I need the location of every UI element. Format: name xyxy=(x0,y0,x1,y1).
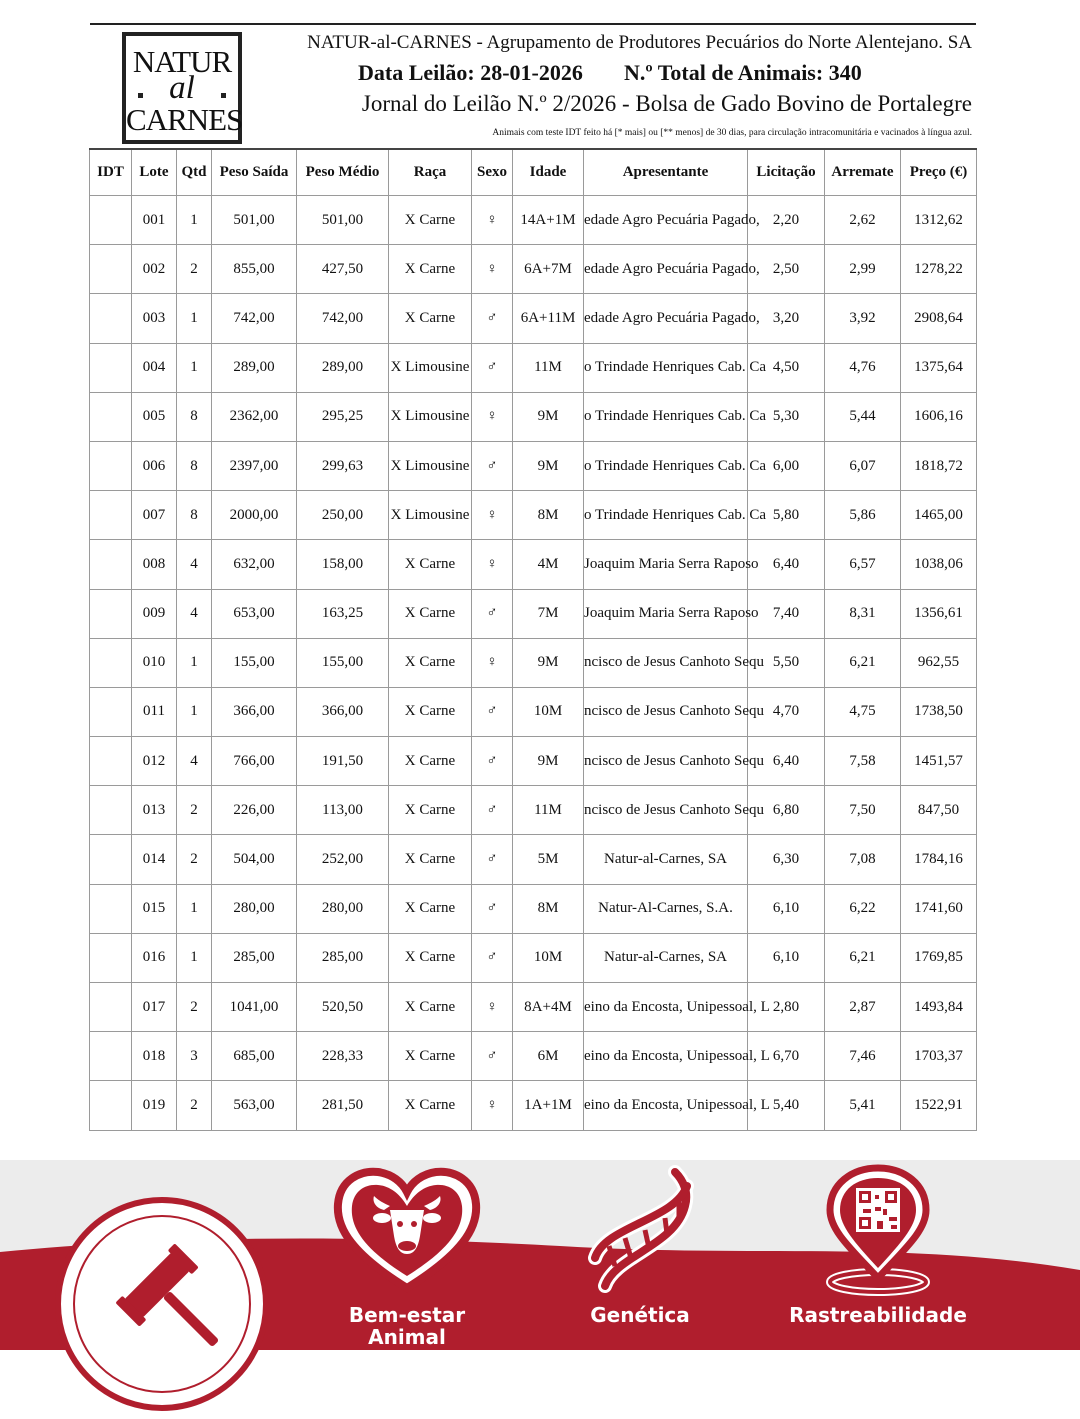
table-row xyxy=(90,737,977,786)
lote-cell: 005 xyxy=(132,392,177,441)
logo-word-al: al xyxy=(169,70,195,106)
qtd-cell: 1 xyxy=(177,933,212,982)
lote-cell: 001 xyxy=(132,196,177,245)
raca-cell: X Carne xyxy=(389,786,472,835)
table-row xyxy=(90,441,977,490)
idade-cell: 6M xyxy=(513,1032,584,1081)
lote-cell: 010 xyxy=(132,638,177,687)
feature-traceability-label: Rastreabilidade xyxy=(789,1303,967,1327)
preco-cell: 1703,37 xyxy=(901,1032,977,1081)
logo-word-natur: NATUR xyxy=(132,44,232,79)
feature-welfare-label-line1: Bem-estar xyxy=(348,1303,466,1327)
peso-medio-cell: 191,50 xyxy=(297,737,389,786)
peso-saida-cell: 563,00 xyxy=(212,1081,297,1130)
header-col-raca: Raça xyxy=(389,149,472,196)
qtd-cell: 3 xyxy=(177,1032,212,1081)
idade-cell: 9M xyxy=(513,392,584,441)
arremate-cell: 2,87 xyxy=(825,983,901,1032)
lote-cell: 006 xyxy=(132,441,177,490)
idade-cell: 8M xyxy=(513,884,584,933)
total-animals: N.º Total de Animais: 340 xyxy=(624,60,862,85)
table-row xyxy=(90,392,977,441)
arremate-cell: 4,76 xyxy=(825,343,901,392)
preco-cell: 1741,60 xyxy=(901,884,977,933)
licitacao-cell: 5,30 xyxy=(748,392,825,441)
cow-heart-icon xyxy=(332,1166,482,1296)
header-col-lote: Lote xyxy=(132,149,177,196)
qtd-cell: 4 xyxy=(177,737,212,786)
peso-saida-cell: 766,00 xyxy=(212,737,297,786)
arremate-cell: 8,31 xyxy=(825,589,901,638)
raca-cell: X Carne xyxy=(389,245,472,294)
raca-cell: X Limousine xyxy=(389,392,472,441)
peso-medio-cell: 158,00 xyxy=(297,540,389,589)
licitacao-cell: 4,50 xyxy=(748,343,825,392)
header-col-idt: IDT xyxy=(90,149,132,196)
apresentante-cell: eino da Encosta, Unipessoal, L xyxy=(584,1081,748,1130)
header-col-peso-medio: Peso Médio xyxy=(297,149,389,196)
qtd-cell: 1 xyxy=(177,638,212,687)
apresentante-cell: Natur-al-Carnes, SA xyxy=(584,835,748,884)
raca-cell: X Carne xyxy=(389,737,472,786)
raca-cell: X Carne xyxy=(389,687,472,736)
idt-cell xyxy=(90,441,132,490)
idt-cell xyxy=(90,196,132,245)
apresentante-cell: eino da Encosta, Unipessoal, L xyxy=(584,1032,748,1081)
qtd-cell: 1 xyxy=(177,196,212,245)
table-row xyxy=(90,491,977,540)
licitacao-cell: 5,50 xyxy=(748,638,825,687)
peso-medio-cell: 366,00 xyxy=(297,687,389,736)
apresentante-cell: eino da Encosta, Unipessoal, L xyxy=(584,983,748,1032)
idade-cell: 9M xyxy=(513,737,584,786)
sexo-cell: ♂ xyxy=(472,343,513,392)
apresentante-cell: edade Agro Pecuária Pagado, xyxy=(584,294,748,343)
idt-cell xyxy=(90,983,132,1032)
idt-cell xyxy=(90,540,132,589)
header-col-preco: Preço (€) xyxy=(901,149,977,196)
auction-date: Data Leilão: 28-01-2026 xyxy=(358,60,583,85)
sexo-cell: ♂ xyxy=(472,1032,513,1081)
lote-cell: 012 xyxy=(132,737,177,786)
table-row xyxy=(90,196,977,245)
sexo-cell: ♀ xyxy=(472,392,513,441)
feature-genetics xyxy=(575,1166,715,1296)
table-row xyxy=(90,687,977,736)
sexo-cell: ♀ xyxy=(472,245,513,294)
peso-saida-cell: 280,00 xyxy=(212,884,297,933)
lote-cell: 014 xyxy=(132,835,177,884)
header-col-sexo: Sexo xyxy=(472,149,513,196)
qtd-cell: 2 xyxy=(177,1081,212,1130)
idade-cell: 8A+4M xyxy=(513,983,584,1032)
header-rule xyxy=(90,23,976,25)
sexo-cell: ♂ xyxy=(472,884,513,933)
licitacao-cell: 2,80 xyxy=(748,983,825,1032)
apresentante-cell: o Trindade Henriques Cab. Ca xyxy=(584,392,748,441)
idt-cell xyxy=(90,491,132,540)
peso-medio-cell: 113,00 xyxy=(297,786,389,835)
raca-cell: X Carne xyxy=(389,884,472,933)
peso-saida-cell: 632,00 xyxy=(212,540,297,589)
sexo-cell: ♂ xyxy=(472,737,513,786)
organization-name: NATUR-al-CARNES - Agrupamento de Produtores Pecuários do Norte Alentejano. SA xyxy=(307,32,972,53)
arremate-cell: 6,21 xyxy=(825,933,901,982)
sexo-cell: ♂ xyxy=(472,589,513,638)
raca-cell: X Carne xyxy=(389,589,472,638)
peso-medio-cell: 281,50 xyxy=(297,1081,389,1130)
peso-medio-cell: 250,00 xyxy=(297,491,389,540)
sexo-cell: ♂ xyxy=(472,786,513,835)
sexo-cell: ♂ xyxy=(472,294,513,343)
raca-cell: X Limousine xyxy=(389,441,472,490)
peso-saida-cell: 742,00 xyxy=(212,294,297,343)
qtd-cell: 8 xyxy=(177,441,212,490)
licitacao-cell: 2,20 xyxy=(748,196,825,245)
table-row xyxy=(90,589,977,638)
idade-cell: 9M xyxy=(513,638,584,687)
auction-table xyxy=(89,148,977,1131)
table-row xyxy=(90,245,977,294)
apresentante-cell: Joaquim Maria Serra Raposo xyxy=(584,589,748,638)
peso-medio-cell: 299,63 xyxy=(297,441,389,490)
idade-cell: 7M xyxy=(513,589,584,638)
peso-medio-cell: 252,00 xyxy=(297,835,389,884)
idade-cell: 11M xyxy=(513,343,584,392)
table-body xyxy=(90,196,977,1131)
arremate-cell: 2,99 xyxy=(825,245,901,294)
table-row xyxy=(90,884,977,933)
preco-cell: 847,50 xyxy=(901,786,977,835)
peso-saida-cell: 285,00 xyxy=(212,933,297,982)
sexo-cell: ♂ xyxy=(472,933,513,982)
idt-cell xyxy=(90,589,132,638)
raca-cell: X Carne xyxy=(389,638,472,687)
qtd-cell: 2 xyxy=(177,786,212,835)
preco-cell: 2908,64 xyxy=(901,294,977,343)
idt-cell xyxy=(90,343,132,392)
raca-cell: X Limousine xyxy=(389,343,472,392)
header-col-peso-saida: Peso Saída xyxy=(212,149,297,196)
qr-location-pin-icon xyxy=(820,1164,936,1296)
raca-cell: X Limousine xyxy=(389,491,472,540)
header-col-apresentante: Apresentante xyxy=(584,149,748,196)
qtd-cell: 2 xyxy=(177,983,212,1032)
arremate-cell: 6,57 xyxy=(825,540,901,589)
apresentante-cell: edade Agro Pecuária Pagado, xyxy=(584,245,748,294)
apresentante-cell: o Trindade Henriques Cab. Ca xyxy=(584,491,748,540)
feature-welfare xyxy=(332,1166,482,1296)
qtd-cell: 1 xyxy=(177,884,212,933)
idt-cell xyxy=(90,835,132,884)
licitacao-cell: 6,40 xyxy=(748,737,825,786)
journal-title: Jornal do Leilão N.º 2/2026 - Bolsa de Gado Bovino de Portalegre xyxy=(361,91,972,116)
licitacao-cell: 4,70 xyxy=(748,687,825,736)
arremate-cell: 7,46 xyxy=(825,1032,901,1081)
arremate-cell: 7,50 xyxy=(825,786,901,835)
preco-cell: 1375,64 xyxy=(901,343,977,392)
peso-medio-cell: 155,00 xyxy=(297,638,389,687)
peso-medio-cell: 742,00 xyxy=(297,294,389,343)
arremate-cell: 6,07 xyxy=(825,441,901,490)
header-col-qtd: Qtd xyxy=(177,149,212,196)
lote-cell: 008 xyxy=(132,540,177,589)
raca-cell: X Carne xyxy=(389,835,472,884)
idade-cell: 6A+7M xyxy=(513,245,584,294)
sexo-cell: ♀ xyxy=(472,638,513,687)
feature-welfare-label-line2: Animal xyxy=(368,1325,446,1349)
lote-cell: 015 xyxy=(132,884,177,933)
qtd-cell: 4 xyxy=(177,540,212,589)
logo-dot-right xyxy=(221,93,226,98)
peso-saida-cell: 2000,00 xyxy=(212,491,297,540)
peso-medio-cell: 501,00 xyxy=(297,196,389,245)
preco-cell: 1738,50 xyxy=(901,687,977,736)
idt-cell xyxy=(90,392,132,441)
sexo-cell: ♀ xyxy=(472,1081,513,1130)
sexo-cell: ♀ xyxy=(472,983,513,1032)
preco-cell: 1278,22 xyxy=(901,245,977,294)
lote-cell: 013 xyxy=(132,786,177,835)
peso-medio-cell: 228,33 xyxy=(297,1032,389,1081)
peso-saida-cell: 501,00 xyxy=(212,196,297,245)
arremate-cell: 7,08 xyxy=(825,835,901,884)
idade-cell: 1A+1M xyxy=(513,1081,584,1130)
raca-cell: X Carne xyxy=(389,540,472,589)
lote-cell: 003 xyxy=(132,294,177,343)
preco-cell: 1522,91 xyxy=(901,1081,977,1130)
peso-saida-cell: 855,00 xyxy=(212,245,297,294)
lote-cell: 018 xyxy=(132,1032,177,1081)
feature-welfare-label xyxy=(337,1304,477,1348)
idade-cell: 11M xyxy=(513,786,584,835)
arremate-cell: 3,92 xyxy=(825,294,901,343)
idt-cell xyxy=(90,638,132,687)
idt-cell xyxy=(90,294,132,343)
raca-cell: X Carne xyxy=(389,933,472,982)
feature-auction xyxy=(52,1194,272,1414)
preco-cell: 1038,06 xyxy=(901,540,977,589)
peso-saida-cell: 226,00 xyxy=(212,786,297,835)
licitacao-cell: 6,80 xyxy=(748,786,825,835)
table-row xyxy=(90,933,977,982)
table-row xyxy=(90,1032,977,1081)
licitacao-cell: 3,20 xyxy=(748,294,825,343)
peso-saida-cell: 2397,00 xyxy=(212,441,297,490)
apresentante-cell: o Trindade Henriques Cab. Ca xyxy=(584,343,748,392)
peso-saida-cell: 504,00 xyxy=(212,835,297,884)
licitacao-cell: 5,40 xyxy=(748,1081,825,1130)
idt-cell xyxy=(90,737,132,786)
table-row xyxy=(90,835,977,884)
header-col-idade: Idade xyxy=(513,149,584,196)
dna-icon xyxy=(575,1166,715,1296)
preco-cell: 1784,16 xyxy=(901,835,977,884)
licitacao-cell: 6,70 xyxy=(748,1032,825,1081)
idade-cell: 10M xyxy=(513,687,584,736)
licitacao-cell: 6,00 xyxy=(748,441,825,490)
idade-cell: 9M xyxy=(513,441,584,490)
licitacao-cell: 6,10 xyxy=(748,933,825,982)
apresentante-cell: ncisco de Jesus Canhoto Sequ xyxy=(584,737,748,786)
table-row xyxy=(90,343,977,392)
feature-traceability xyxy=(820,1164,936,1296)
header-col-licitacao: Licitação xyxy=(748,149,825,196)
table-row xyxy=(90,638,977,687)
lote-cell: 004 xyxy=(132,343,177,392)
idade-cell: 14A+1M xyxy=(513,196,584,245)
raca-cell: X Carne xyxy=(389,983,472,1032)
apresentante-cell: Natur-al-Carnes, SA xyxy=(584,933,748,982)
arremate-cell: 4,75 xyxy=(825,687,901,736)
arremate-cell: 5,86 xyxy=(825,491,901,540)
table-row xyxy=(90,1081,977,1130)
idade-cell: 5M xyxy=(513,835,584,884)
qtd-cell: 1 xyxy=(177,343,212,392)
lote-cell: 002 xyxy=(132,245,177,294)
raca-cell: X Carne xyxy=(389,294,472,343)
table-row xyxy=(90,540,977,589)
licitacao-cell: 5,80 xyxy=(748,491,825,540)
peso-saida-cell: 685,00 xyxy=(212,1032,297,1081)
table-header-row xyxy=(90,149,977,196)
qtd-cell: 2 xyxy=(177,835,212,884)
peso-medio-cell: 163,25 xyxy=(297,589,389,638)
idt-cell xyxy=(90,1032,132,1081)
preco-cell: 1493,84 xyxy=(901,983,977,1032)
idade-cell: 10M xyxy=(513,933,584,982)
peso-medio-cell: 280,00 xyxy=(297,884,389,933)
arremate-cell: 6,21 xyxy=(825,638,901,687)
table-row xyxy=(90,294,977,343)
licitacao-cell: 7,40 xyxy=(748,589,825,638)
idt-cell xyxy=(90,687,132,736)
lote-cell: 016 xyxy=(132,933,177,982)
preco-cell: 1312,62 xyxy=(901,196,977,245)
preco-cell: 1769,85 xyxy=(901,933,977,982)
qtd-cell: 1 xyxy=(177,687,212,736)
apresentante-cell: ncisco de Jesus Canhoto Sequ xyxy=(584,638,748,687)
features-banner xyxy=(0,1160,1080,1350)
lote-cell: 009 xyxy=(132,589,177,638)
gavel-icon xyxy=(52,1194,272,1414)
arremate-cell: 7,58 xyxy=(825,737,901,786)
idade-cell: 6A+11M xyxy=(513,294,584,343)
natur-al-carnes-logo xyxy=(122,32,242,144)
sexo-cell: ♀ xyxy=(472,196,513,245)
preco-cell: 1465,00 xyxy=(901,491,977,540)
qtd-cell: 1 xyxy=(177,294,212,343)
table-row xyxy=(90,983,977,1032)
peso-medio-cell: 427,50 xyxy=(297,245,389,294)
idt-cell xyxy=(90,245,132,294)
qtd-cell: 2 xyxy=(177,245,212,294)
idt-cell xyxy=(90,884,132,933)
peso-saida-cell: 155,00 xyxy=(212,638,297,687)
idt-cell xyxy=(90,786,132,835)
arremate-cell: 6,22 xyxy=(825,884,901,933)
apresentante-cell: ncisco de Jesus Canhoto Sequ xyxy=(584,786,748,835)
preco-cell: 1356,61 xyxy=(901,589,977,638)
qtd-cell: 8 xyxy=(177,491,212,540)
raca-cell: X Carne xyxy=(389,1081,472,1130)
peso-saida-cell: 2362,00 xyxy=(212,392,297,441)
raca-cell: X Carne xyxy=(389,196,472,245)
lote-cell: 019 xyxy=(132,1081,177,1130)
sexo-cell: ♂ xyxy=(472,687,513,736)
logo-word-carnes: CARNES xyxy=(126,102,243,137)
peso-saida-cell: 289,00 xyxy=(212,343,297,392)
qtd-cell: 4 xyxy=(177,589,212,638)
idade-cell: 8M xyxy=(513,491,584,540)
preco-cell: 962,55 xyxy=(901,638,977,687)
licitacao-cell: 6,40 xyxy=(748,540,825,589)
apresentante-cell: edade Agro Pecuária Pagado, xyxy=(584,196,748,245)
lote-cell: 007 xyxy=(132,491,177,540)
apresentante-cell: ncisco de Jesus Canhoto Sequ xyxy=(584,687,748,736)
preco-cell: 1818,72 xyxy=(901,441,977,490)
lote-cell: 011 xyxy=(132,687,177,736)
sexo-cell: ♀ xyxy=(472,491,513,540)
idade-cell: 4M xyxy=(513,540,584,589)
header-col-arremate: Arremate xyxy=(825,149,901,196)
sexo-cell: ♀ xyxy=(472,540,513,589)
idt-note: Animais com teste IDT feito há [* mais] ou [** menos] de 30 dias, para circulação intracomunitária e vacinados à língua azul. xyxy=(492,128,972,138)
peso-saida-cell: 1041,00 xyxy=(212,983,297,1032)
arremate-cell: 5,44 xyxy=(825,392,901,441)
apresentante-cell: Joaquim Maria Serra Raposo xyxy=(584,540,748,589)
feature-genetics-label: Genética xyxy=(590,1303,690,1327)
peso-saida-cell: 366,00 xyxy=(212,687,297,736)
idt-cell xyxy=(90,933,132,982)
table-row xyxy=(90,786,977,835)
licitacao-cell: 6,30 xyxy=(748,835,825,884)
licitacao-cell: 6,10 xyxy=(748,884,825,933)
peso-medio-cell: 520,50 xyxy=(297,983,389,1032)
licitacao-cell: 2,50 xyxy=(748,245,825,294)
sexo-cell: ♂ xyxy=(472,441,513,490)
raca-cell: X Carne xyxy=(389,1032,472,1081)
apresentante-cell: o Trindade Henriques Cab. Ca xyxy=(584,441,748,490)
apresentante-cell: Natur-Al-Carnes, S.A. xyxy=(584,884,748,933)
peso-medio-cell: 289,00 xyxy=(297,343,389,392)
preco-cell: 1451,57 xyxy=(901,737,977,786)
peso-medio-cell: 285,00 xyxy=(297,933,389,982)
idt-cell xyxy=(90,1081,132,1130)
peso-saida-cell: 653,00 xyxy=(212,589,297,638)
lote-cell: 017 xyxy=(132,983,177,1032)
arremate-cell: 2,62 xyxy=(825,196,901,245)
sexo-cell: ♂ xyxy=(472,835,513,884)
preco-cell: 1606,16 xyxy=(901,392,977,441)
qtd-cell: 8 xyxy=(177,392,212,441)
peso-medio-cell: 295,25 xyxy=(297,392,389,441)
arremate-cell: 5,41 xyxy=(825,1081,901,1130)
